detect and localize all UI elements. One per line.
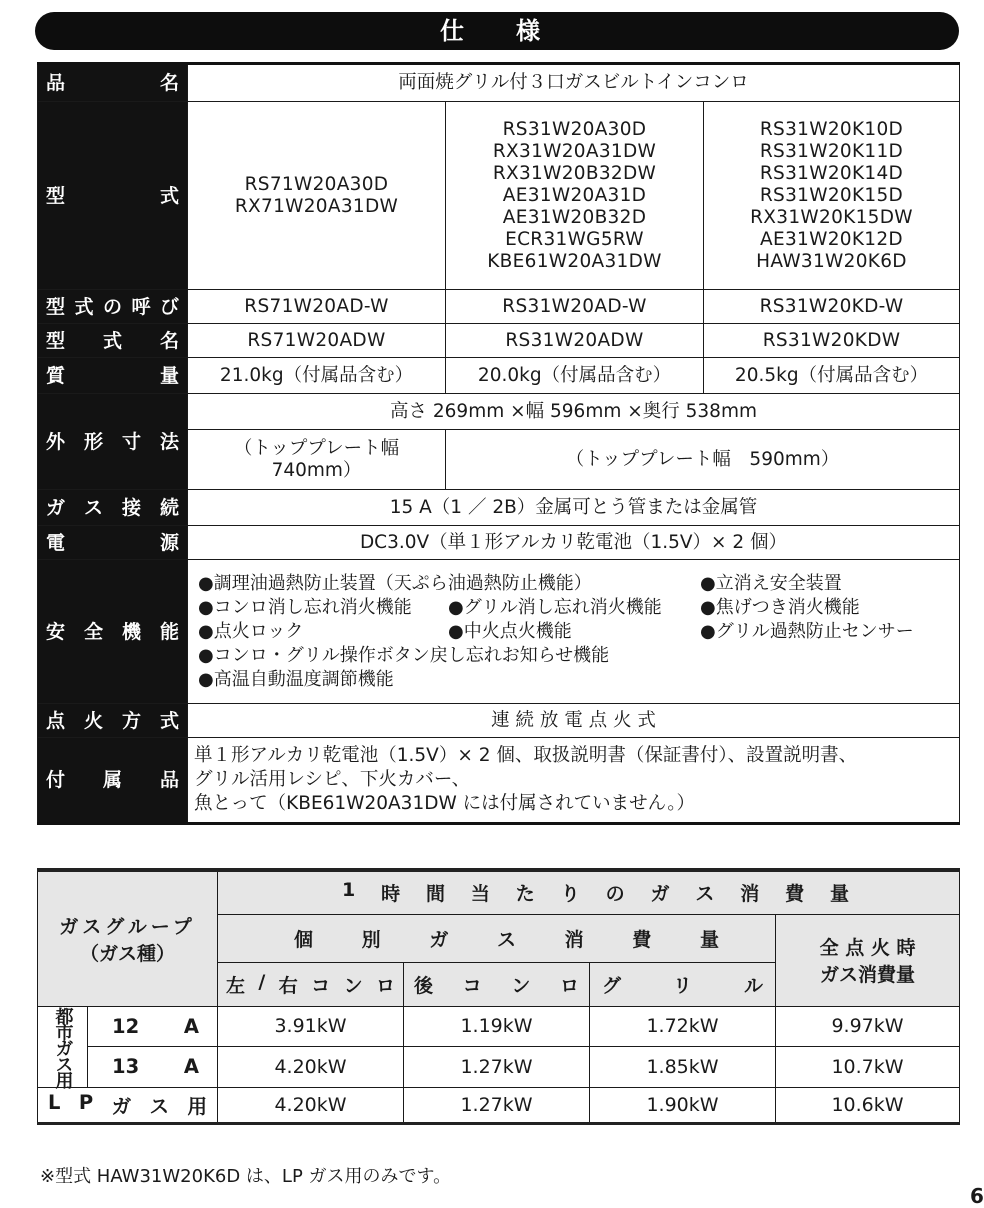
model-call-1: RS71W20AD-W xyxy=(188,290,446,324)
safety-features xyxy=(188,560,960,704)
label-char: 全 xyxy=(83,620,103,643)
text-line: AE31W20A31D xyxy=(502,184,647,206)
label-char: 消 xyxy=(740,883,760,906)
label-char: 量 xyxy=(159,364,179,387)
row-ignition xyxy=(38,704,960,738)
label-safety xyxy=(38,560,188,704)
model-col2 xyxy=(446,102,704,290)
text-line: AE31W20B32D xyxy=(502,206,647,228)
label-product-name xyxy=(38,64,188,102)
label-char: の xyxy=(102,295,122,318)
row-safety xyxy=(38,560,960,704)
label-ignition xyxy=(38,704,188,738)
safety-row xyxy=(198,620,959,644)
label-char: A xyxy=(183,1055,200,1079)
value-12a-grill: 1.72kW xyxy=(590,1006,776,1047)
top-plate-width-2: （トッププレート幅 590mm） xyxy=(446,430,960,490)
safety-row xyxy=(198,644,959,668)
safety-item: ●グリル消し忘れ消火機能 xyxy=(448,596,662,618)
gas-row-12a xyxy=(38,1006,960,1047)
label-char: ガ xyxy=(46,496,66,519)
label-char: 式 xyxy=(74,295,94,318)
label-char: 質 xyxy=(46,364,66,387)
label-accessories xyxy=(38,738,188,824)
safety-item: ●高温自動温度調節機能 xyxy=(198,668,394,690)
spec-table xyxy=(37,62,960,825)
label-char: ス xyxy=(496,928,516,951)
ignition-value: 連 続 放 電 点 火 式 xyxy=(188,704,960,738)
safety-item: ●コンロ消し忘れ消火機能 xyxy=(198,596,412,618)
label-char: 個 xyxy=(294,928,314,951)
safety-row xyxy=(198,668,959,692)
safety-row xyxy=(198,596,959,620)
label-char: 型 xyxy=(46,295,66,318)
text-line: RX31W20A31DW xyxy=(492,140,657,162)
label-char: 用 xyxy=(187,1094,207,1118)
total-consumption-header xyxy=(776,914,960,1006)
label-char: 名 xyxy=(159,329,179,352)
label-char: ガ xyxy=(111,1094,132,1118)
label-dimensions xyxy=(38,394,188,490)
gas-group-title: ガスグループ xyxy=(59,915,196,938)
text-line: RS31W20K11D xyxy=(759,140,904,162)
label-char: 続 xyxy=(159,496,179,519)
city-gas-label: 都市ガス用 xyxy=(38,1006,88,1087)
label-char: 源 xyxy=(159,531,179,554)
label-char: 安 xyxy=(46,620,66,643)
label-char: 外 xyxy=(46,430,66,453)
total-header-line1: 全 点 火 時 xyxy=(819,937,916,959)
text-line: RX31W20B32DW xyxy=(492,162,657,184)
label-char: 1 xyxy=(342,879,356,902)
hourly-consumption-header xyxy=(218,870,960,914)
value-13a-rear: 1.27kW xyxy=(404,1047,590,1088)
label-model-name xyxy=(38,324,188,358)
model-name-1: RS71W20ADW xyxy=(188,324,446,358)
safety-row xyxy=(198,572,959,596)
row-product-name xyxy=(38,64,960,102)
spec-title-banner: 仕 様 xyxy=(35,12,959,50)
label-char: 量 xyxy=(830,883,850,906)
label-char: 当 xyxy=(470,883,490,906)
value-lp-grill: 1.90kW xyxy=(590,1087,776,1123)
text-line: RS31W20K14D xyxy=(759,162,904,184)
label-model xyxy=(38,102,188,290)
label-char: ス xyxy=(695,883,715,906)
label-char: 属 xyxy=(102,769,122,791)
safety-item: ●焦げつき消火機能 xyxy=(700,596,860,618)
row-gas-connection xyxy=(38,490,960,526)
label-char: 品 xyxy=(46,72,66,94)
gas-name-lp xyxy=(38,1087,218,1123)
label-char: 名 xyxy=(159,72,179,94)
label-char: 火 xyxy=(83,709,103,732)
gas-connection-value: 15 A（1 ／ 2B）金属可とう管または金属管 xyxy=(188,490,960,526)
label-char: ロ xyxy=(559,974,579,997)
label-char: 品 xyxy=(159,769,179,791)
row-power xyxy=(38,526,960,560)
text-line: RS31W20K15D xyxy=(759,184,904,206)
label-char: 式 xyxy=(159,184,179,207)
label-char: 電 xyxy=(46,531,66,554)
label-char: 形 xyxy=(83,430,103,453)
label-char: ガ xyxy=(650,883,670,906)
model-name-2: RS31W20ADW xyxy=(446,324,704,358)
safety-item: ●グリル過熱防止センサー xyxy=(700,620,914,642)
text-line: 魚とって（KBE61W20A31DW には付属されていません。） xyxy=(194,793,695,814)
label-char: 点 xyxy=(46,709,66,732)
value-lp-left-right: 4.20kW xyxy=(218,1087,404,1123)
gas-header-row-1 xyxy=(38,870,960,914)
mass-1: 21.0kg（付属品含む） xyxy=(188,358,446,394)
label-char: P xyxy=(78,1090,94,1114)
safety-item: ●コンロ・グリル操作ボタン戻し忘れお知らせ機能 xyxy=(198,644,610,666)
label-char: ガ xyxy=(429,928,449,951)
row-model-name xyxy=(38,324,960,358)
gas-type-subtitle: （ガス種） xyxy=(80,942,176,965)
label-char: 12 xyxy=(112,1014,140,1038)
row-model xyxy=(38,102,960,290)
label-char: 右 xyxy=(278,974,298,997)
model-col3 xyxy=(704,102,960,290)
model-call-3: RS31W20KD-W xyxy=(704,290,960,324)
label-char: 間 xyxy=(426,883,446,906)
individual-consumption-header xyxy=(218,914,776,962)
gas-group-header xyxy=(38,870,218,1006)
col-grill xyxy=(590,962,776,1006)
label-char: グ xyxy=(602,974,622,997)
text-line: RS31W20A30D xyxy=(502,118,647,140)
model-name-3: RS31W20KDW xyxy=(704,324,960,358)
label-gas-connection xyxy=(38,490,188,526)
text-line: HAW31W20K6D xyxy=(756,250,907,272)
product-name-value: 両面焼グリル付３口ガスビルトインコンロ xyxy=(188,64,960,102)
label-char: 方 xyxy=(121,709,141,732)
label-char: ス xyxy=(83,496,103,519)
safety-item: ●調理油過熱防止装置（天ぷら油過熱防止機能） xyxy=(198,572,592,594)
label-char: 消 xyxy=(564,928,584,951)
row-model-call xyxy=(38,290,960,324)
mass-3: 20.5kg（付属品含む） xyxy=(704,358,960,394)
label-char: 機 xyxy=(121,620,141,643)
label-char: 寸 xyxy=(121,430,141,453)
label-char: ロ xyxy=(375,974,395,997)
text-line: RX31W20K15DW xyxy=(750,206,913,228)
safety-item: ●点火ロック xyxy=(198,620,304,642)
gas-name-12a xyxy=(88,1006,218,1047)
label-char: 後 xyxy=(414,974,434,997)
accessories-value xyxy=(188,738,960,824)
label-char: 左 xyxy=(226,974,246,997)
label-char: 接 xyxy=(121,496,141,519)
label-mass xyxy=(38,358,188,394)
label-char: 付 xyxy=(46,769,66,791)
gas-row-13a xyxy=(38,1047,960,1088)
label-char: の xyxy=(605,883,625,906)
label-char: コ xyxy=(311,974,331,997)
label-char: 型 xyxy=(46,184,66,207)
label-char: 能 xyxy=(159,620,179,643)
label-char: 式 xyxy=(102,329,122,352)
top-plate-width-1 xyxy=(188,430,446,490)
model-call-2: RS31W20AD-W xyxy=(446,290,704,324)
dimensions-main: 高さ 269mm ×幅 596mm ×奥行 538mm xyxy=(188,394,960,430)
row-mass xyxy=(38,358,960,394)
value-12a-left-right: 3.91kW xyxy=(218,1006,404,1047)
label-char: 呼 xyxy=(131,295,151,318)
value-13a-left-right: 4.20kW xyxy=(218,1047,404,1088)
model-col1 xyxy=(188,102,446,290)
row-dimensions xyxy=(38,394,960,430)
label-char: A xyxy=(183,1014,200,1038)
label-char: 費 xyxy=(785,883,805,906)
gas-name-13a xyxy=(88,1047,218,1088)
label-char: 時 xyxy=(381,883,401,906)
text-line: ECR31WG5RW xyxy=(505,228,644,250)
label-char: / xyxy=(258,970,266,993)
value-13a-total: 10.7kW xyxy=(776,1047,960,1088)
label-char: た xyxy=(515,883,535,906)
col-left-right-burner xyxy=(218,962,404,1006)
text-line: （トッププレート幅 xyxy=(233,437,400,459)
row-accessories xyxy=(38,738,960,824)
label-char: ス xyxy=(149,1094,170,1118)
safety-item: ●中火点火機能 xyxy=(448,620,572,642)
label-char: 量 xyxy=(699,928,719,951)
total-header-line2: ガス消費量 xyxy=(820,964,916,986)
label-power xyxy=(38,526,188,560)
label-char: り xyxy=(560,883,580,906)
text-line: RX71W20A31DW xyxy=(234,195,399,217)
gas-row-lp xyxy=(38,1087,960,1123)
safety-item: ●立消え安全装置 xyxy=(700,572,842,594)
label-char: 別 xyxy=(361,928,381,951)
label-char: 式 xyxy=(159,709,179,732)
label-char: 法 xyxy=(159,430,179,453)
text-line: RS31W20K10D xyxy=(759,118,904,140)
text-line: 740mm） xyxy=(271,459,362,481)
label-char: ン xyxy=(511,974,531,997)
text-line: KBE61W20A31DW xyxy=(487,250,662,272)
value-12a-rear: 1.19kW xyxy=(404,1006,590,1047)
power-value: DC3.0V（単１形アルカリ乾電池（1.5V）× 2 個） xyxy=(188,526,960,560)
label-char: コ xyxy=(462,974,482,997)
text-line: AE31W20K12D xyxy=(760,228,903,250)
label-char: 費 xyxy=(632,928,652,951)
mass-2: 20.0kg（付属品含む） xyxy=(446,358,704,394)
label-char: 型 xyxy=(46,329,66,352)
label-char: L xyxy=(48,1090,61,1114)
text-line: 単１形アルカリ乾電池（1.5V）× 2 個、取扱説明書（保証書付）、設置説明書、 xyxy=(194,745,858,766)
label-char: び xyxy=(159,295,179,318)
col-rear-burner xyxy=(404,962,590,1006)
label-char: リ xyxy=(673,974,693,997)
label-model-call xyxy=(38,290,188,324)
value-lp-rear: 1.27kW xyxy=(404,1087,590,1123)
value-12a-total: 9.97kW xyxy=(776,1006,960,1047)
text-line: RS71W20A30D xyxy=(244,173,389,195)
value-lp-total: 10.6kW xyxy=(776,1087,960,1123)
page-number: 6 xyxy=(970,1184,984,1208)
text-line: グリル活用レシピ、下火カバー、 xyxy=(194,769,471,790)
footnote: ※型式 HAW31W20K6D は、LP ガス用のみです。 xyxy=(40,1166,452,1187)
label-char: ン xyxy=(343,974,363,997)
gas-consumption-table xyxy=(37,868,960,1125)
label-char: ル xyxy=(743,974,763,997)
label-char: 13 xyxy=(112,1055,140,1079)
value-13a-grill: 1.85kW xyxy=(590,1047,776,1088)
